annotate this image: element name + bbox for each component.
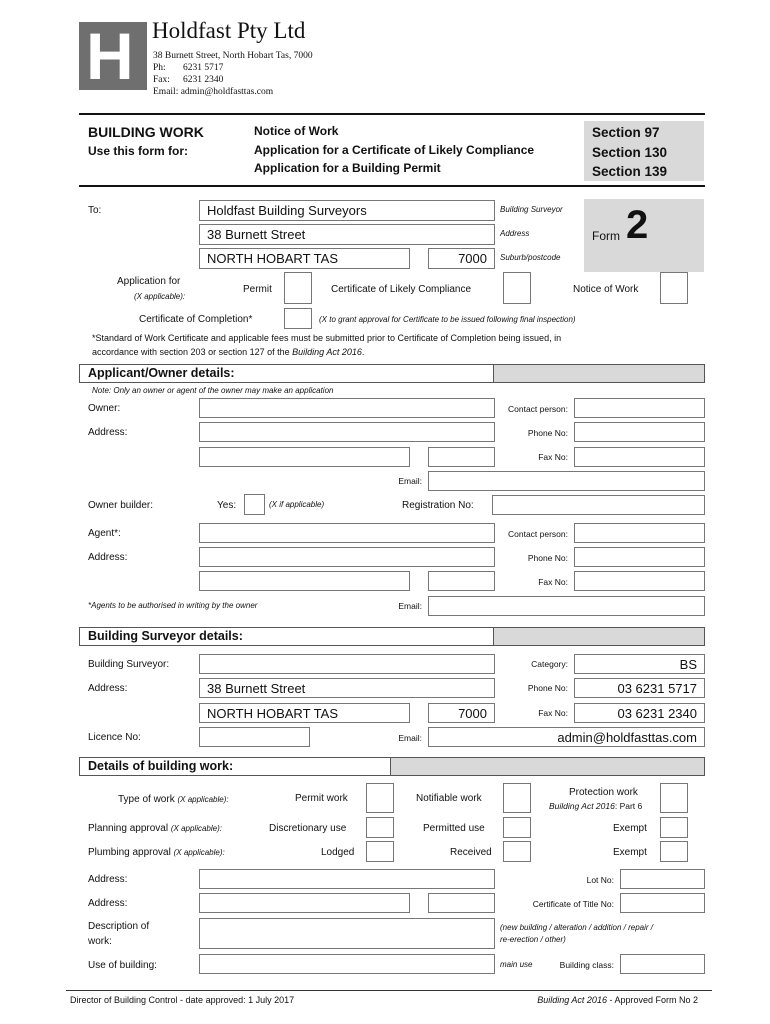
owner-phone-input[interactable] <box>574 422 705 442</box>
permitted-use-label: Permitted use <box>423 823 485 834</box>
agent-note: *Agents to be authorised in writing by the owner <box>88 601 258 610</box>
agent-email-label: Email: <box>398 601 422 611</box>
agent-suburb-input[interactable] <box>199 571 410 591</box>
agent-label: Agent*: <box>88 528 121 539</box>
section-ref: Section 97 <box>592 125 660 140</box>
owner-builder-checkbox[interactable] <box>244 494 265 515</box>
class-input[interactable] <box>620 954 705 974</box>
type-label-text: Type of work <box>118 794 175 805</box>
permit-checkbox[interactable] <box>284 272 312 304</box>
footer-left: Director of Building Control - date approved: 1 July 2017 <box>70 995 295 1005</box>
description-hint: (new building / alteration / addition / repair / <box>500 923 653 932</box>
category-label: Category: <box>531 659 568 669</box>
notifiable-work-checkbox[interactable] <box>503 783 531 813</box>
permit-work-checkbox[interactable] <box>366 783 394 813</box>
footer-rule <box>66 990 712 991</box>
work-heading: Details of building work: <box>88 759 234 773</box>
coc-checkbox[interactable] <box>284 308 312 329</box>
planning-hint: (X applicable): <box>170 824 222 833</box>
agent-fax-label: Fax No: <box>538 577 568 587</box>
use-label: Use of building: <box>88 960 157 971</box>
plumbing-label-text: Plumbing approval <box>88 847 171 858</box>
work-postcode-input[interactable] <box>428 893 495 913</box>
agent-address-input[interactable] <box>199 547 495 567</box>
to-suburb-field[interactable]: NORTH HOBART TAS <box>199 248 410 269</box>
purpose-list <box>254 122 534 178</box>
form-number: 2 <box>626 203 649 247</box>
lot-label: Lot No: <box>586 875 614 885</box>
plumbing-hint: (X applicable): <box>173 848 225 857</box>
permitted-checkbox[interactable] <box>503 817 531 838</box>
company-fax: 6231 2340 <box>183 75 224 85</box>
surveyor-name-field[interactable]: Holdfast Building Surveyors <box>199 200 495 221</box>
phone-label: Ph: <box>153 63 166 73</box>
work-section-bar <box>79 757 705 776</box>
footer-right <box>537 995 698 1005</box>
surveyor-label: Building Surveyor: <box>88 659 170 670</box>
owner-builder-label: Owner builder: <box>88 500 154 511</box>
section-ref: Section 139 <box>592 164 668 179</box>
purpose-item: Application for a Certificate of Likely Compliance <box>254 142 535 157</box>
title-bottom-rule <box>79 185 705 187</box>
owner-email-label: Email: <box>398 476 422 486</box>
permit-label: Permit <box>243 284 272 295</box>
contact-person-label: Contact person: <box>507 404 568 414</box>
surveyor-street-field[interactable]: 38 Burnett Street <box>199 678 495 698</box>
applicant-note: Note: Only an owner or agent of the owner may make an application <box>92 386 334 395</box>
company-contact <box>153 50 313 98</box>
lot-input[interactable] <box>620 869 705 889</box>
suburb-field-label: Suburb/postcode <box>500 253 561 262</box>
surveyor-fax-label: Fax No: <box>538 708 568 718</box>
main-use-label: main use <box>500 960 533 969</box>
title-no-input[interactable] <box>620 893 705 913</box>
permit-work-label: Permit work <box>295 793 348 804</box>
description-input[interactable] <box>199 918 495 949</box>
surveyor-email-label: Email: <box>398 733 422 743</box>
heading-shade <box>493 365 704 382</box>
heading-shade <box>493 628 704 645</box>
completion-footnote-2 <box>92 347 364 357</box>
to-street-field[interactable]: 38 Burnett Street <box>199 224 495 245</box>
surveyor-heading: Building Surveyor details: <box>88 629 243 643</box>
planning-label-text: Planning approval <box>88 823 169 834</box>
lodged-label: Lodged <box>321 847 355 858</box>
yes-label: Yes: <box>217 500 237 511</box>
owner-postcode-input[interactable] <box>428 447 495 467</box>
footnote-act: Building Act 2016 <box>292 347 362 357</box>
clc-label: Certificate of Likely Compliance <box>331 284 472 295</box>
to-postcode-field[interactable]: 7000 <box>428 248 495 269</box>
surveyor-phone-label: Phone No: <box>527 683 568 693</box>
clc-checkbox[interactable] <box>503 272 531 304</box>
fax-label: Fax: <box>153 75 170 85</box>
licence-label: Licence No: <box>88 732 141 743</box>
surveyor-address-label: Address: <box>88 683 128 694</box>
notice-label: Notice of Work <box>573 284 639 295</box>
type-hint: (X applicable): <box>177 795 229 804</box>
agent-phone-label: Phone No: <box>527 553 568 563</box>
protection-part: : Part 6 <box>614 801 643 811</box>
company-phone: 6231 5717 <box>183 63 224 73</box>
footnote-text: accordance with section 203 or section 127 of the <box>92 347 293 357</box>
surveyor-fax-field[interactable]: 03 6231 2340 <box>574 703 705 723</box>
title-top-rule <box>79 113 705 115</box>
address-field-label: Address <box>500 229 530 238</box>
use-form-for: Use this form for: <box>88 144 189 158</box>
registration-input[interactable] <box>492 495 705 515</box>
surveyor-phone-field[interactable]: 03 6231 5717 <box>574 678 705 698</box>
owner-suburb-input[interactable] <box>199 447 410 467</box>
registration-label: Registration No: <box>402 500 474 511</box>
notifiable-work-label: Notifiable work <box>416 793 482 804</box>
surveyor-postcode-field[interactable]: 7000 <box>428 703 495 723</box>
agent-address-label: Address: <box>88 552 128 563</box>
owner-contact-input[interactable] <box>574 398 705 418</box>
purpose-item: Application for a Building Permit <box>254 161 441 175</box>
discretionary-use-label: Discretionary use <box>269 823 347 834</box>
company-address: 38 Burnett Street, North Hobart Tas, 7000 <box>153 51 313 61</box>
planning-exempt-checkbox[interactable] <box>660 817 688 838</box>
protection-act: Building Act 2016 <box>549 801 615 811</box>
logo-letter: H <box>86 19 134 93</box>
footer-right-text: - Approved Form No 2 <box>606 995 698 1005</box>
surveyor-email-field[interactable]: admin@holdfasttas.com <box>428 727 705 747</box>
applicant-heading: Applicant/Owner details: <box>88 366 235 380</box>
email-label: Email: <box>153 87 179 97</box>
coc-label: Certificate of Completion* <box>139 314 253 325</box>
surveyor-suburb-field[interactable]: NORTH HOBART TAS <box>199 703 410 723</box>
description-label: Description of <box>88 921 150 932</box>
agent-email-input[interactable] <box>428 596 705 616</box>
agent-input[interactable] <box>199 523 495 543</box>
company-logo <box>79 19 147 93</box>
section-box <box>584 121 704 181</box>
surveyor-input[interactable] <box>199 654 495 674</box>
category-field[interactable]: BS <box>574 654 705 674</box>
plumbing-exempt-label: Exempt <box>613 847 647 858</box>
if-applicable-hint: (X if applicable) <box>269 500 325 509</box>
form-number-box <box>584 199 704 272</box>
completion-footnote-1: *Standard of Work Certificate and applicable fees must be submitted prior to Certificate of Completion being issued, in <box>92 333 562 343</box>
agent-phone-input[interactable] <box>574 547 705 567</box>
surveyor-section-bar <box>79 627 705 646</box>
heading-shade <box>390 758 704 775</box>
owner-label: Owner: <box>88 403 121 414</box>
protection-work-label: Protection work <box>569 787 638 798</box>
type-of-work-label <box>118 794 229 805</box>
description-label-2: work: <box>88 936 112 947</box>
owner-input[interactable] <box>199 398 495 418</box>
form-label: Form <box>592 229 620 243</box>
agent-contact-input[interactable] <box>574 523 705 543</box>
applicant-section-bar <box>79 364 705 383</box>
company-email: admin@holdfasttas.com <box>180 87 274 97</box>
notice-checkbox[interactable] <box>660 272 688 304</box>
agent-fax-input[interactable] <box>574 571 705 591</box>
class-label: Building class: <box>559 960 614 970</box>
company-name: Holdfast Pty Ltd <box>152 18 306 43</box>
protection-act-ref <box>549 801 642 811</box>
agent-postcode-input[interactable] <box>428 571 495 591</box>
plumbing-approval-label <box>88 847 225 858</box>
owner-address-label: Address: <box>88 427 128 438</box>
protection-work-checkbox[interactable] <box>660 783 688 813</box>
form-title: BUILDING WORK <box>88 124 204 140</box>
owner-phone-label: Phone No: <box>527 428 568 438</box>
section-ref: Section 130 <box>592 144 668 160</box>
lodged-checkbox[interactable] <box>366 841 394 862</box>
licence-input[interactable] <box>199 727 310 747</box>
owner-fax-input[interactable] <box>574 447 705 467</box>
agent-contact-label: Contact person: <box>507 529 568 539</box>
application-hint: (X applicable): <box>134 292 186 301</box>
work-address-input[interactable] <box>199 869 495 889</box>
work-address-label: Address: <box>88 874 128 885</box>
discretionary-checkbox[interactable] <box>366 817 394 838</box>
title-no-label: Certificate of Title No: <box>532 899 614 909</box>
use-input[interactable] <box>199 954 495 974</box>
application-label: Application for <box>117 276 181 287</box>
planning-approval-label <box>88 823 222 834</box>
surveyor-field-label: Building Surveyor <box>500 205 563 214</box>
coc-hint: (X to grant approval for Certificate to be issued following final inspection) <box>319 315 576 324</box>
to-label: To: <box>88 205 102 216</box>
received-checkbox[interactable] <box>503 841 531 862</box>
description-hint-2: re-erection / other) <box>500 935 566 944</box>
owner-address-input[interactable] <box>199 422 495 442</box>
planning-exempt-label: Exempt <box>613 823 647 834</box>
work-address2-label: Address: <box>88 898 128 909</box>
purpose-item: Notice of Work <box>254 124 339 138</box>
owner-fax-label: Fax No: <box>538 452 568 462</box>
footer-act: Building Act 2016 <box>537 995 607 1005</box>
received-label: Received <box>450 847 492 858</box>
owner-email-input[interactable] <box>428 471 705 491</box>
footnote-end: . <box>361 347 365 357</box>
work-suburb-input[interactable] <box>199 893 410 913</box>
plumbing-exempt-checkbox[interactable] <box>660 841 688 862</box>
